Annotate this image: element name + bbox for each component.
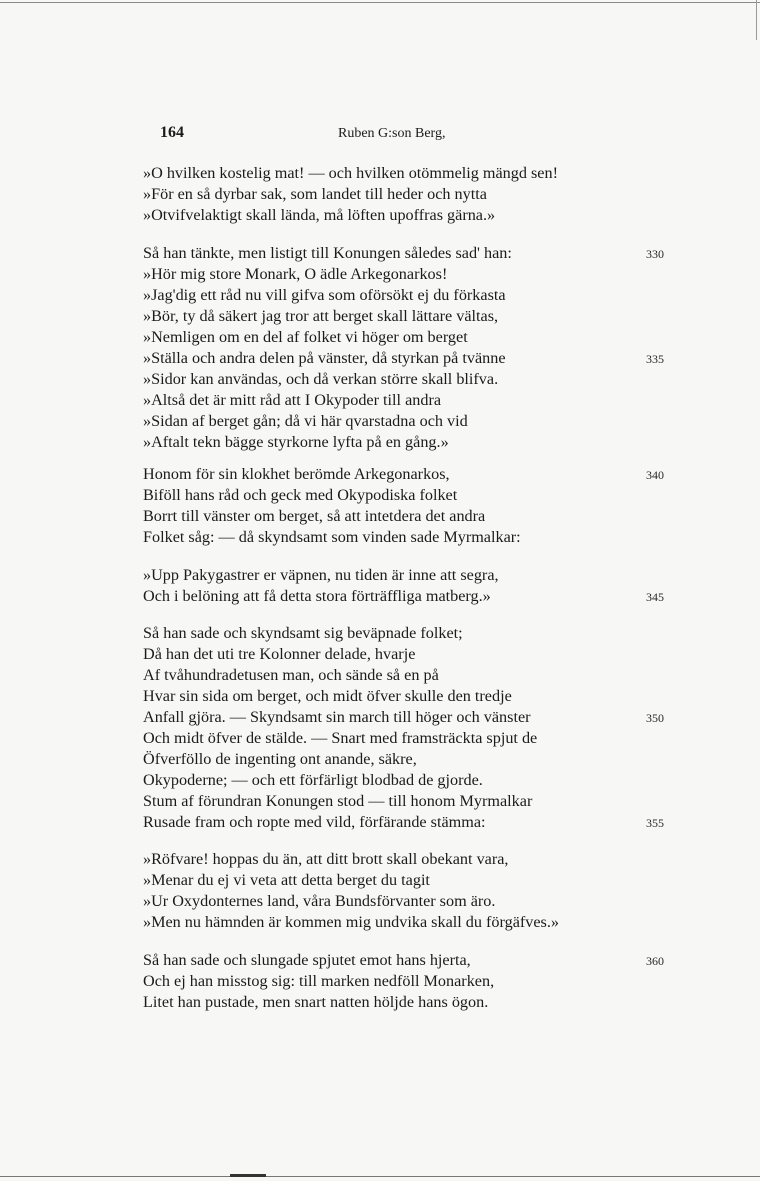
verse-line: Då han det uti tre Kolonner delade, hvarje — [143, 645, 416, 663]
verse-line: »Hör mig store Monark, O ädle Arkegonarkos! — [143, 265, 448, 283]
right-edge-rule — [756, 0, 757, 40]
running-head: Ruben G:son Berg, — [338, 126, 446, 141]
verse-line: »Altså det är mitt råd att I Okypoder till andra — [143, 391, 442, 409]
verse-line: Biföll hans råd och geck med Okypodiska folket — [143, 486, 458, 504]
line-number: 350 — [646, 711, 664, 725]
verse-line: »Menar du ej vi veta att detta berget du tagit — [143, 871, 430, 889]
verse-line: Så han sade och skyndsamt sig beväpnade folket; — [143, 624, 463, 642]
verse-line: Öfverföllo de ingenting ont anande, säkre, — [143, 750, 417, 768]
line-number: 340 — [646, 468, 664, 482]
verse-line: »Röfvare! hoppas du än, att ditt brott skall obekant vara, — [143, 850, 509, 868]
bottom-mark — [230, 1174, 266, 1177]
verse-line: »Sidan af berget gån; då vi här qvarstadna och vid — [143, 412, 468, 430]
verse-line: Och ej han misstog sig: till marken nedföll Monarken, — [143, 972, 495, 990]
verse-line: Och i belöning att få detta stora förträffliga matberg.» — [143, 587, 491, 605]
verse-line: Så han tänkte, men listigt till Konungen således sad' han: — [143, 244, 512, 262]
verse-line: »Ställa och andra delen på vänster, då styrkan på tvänne — [143, 349, 506, 367]
line-number: 360 — [646, 954, 664, 968]
verse-line: Hvar sin sida om berget, och midt öfver skulle den tredje — [143, 687, 512, 705]
verse-line: »O hvilken kostelig mat! — och hvilken otömmelig mängd sen! — [143, 164, 558, 182]
verse-line: »Otvifvelaktigt skall lända, må löften upoffras gärna.» — [143, 206, 496, 224]
verse-line: Folket såg: — då skyndsamt som vinden sade Myrmalkar: — [143, 528, 521, 546]
verse-line: »Upp Pakygastrer er väpnen, nu tiden är inne att segra, — [143, 566, 499, 584]
verse-line: Af tvåhundradetusen man, och sände så en på — [143, 666, 439, 684]
verse-line: Borrt till vänster om berget, så att intetdera det andra — [143, 507, 486, 525]
verse-line: Okypoderne; — och ett förfärligt blodbad de gjorde. — [143, 771, 483, 789]
verse-line: »Bör, ty då säkert jag tror att berget skall lättare vältas, — [143, 307, 499, 325]
verse-line: Stum af förundran Konungen stod — till honom Myrmalkar — [143, 792, 533, 810]
verse-line: »Sidor kan användas, och då verkan större skall blifva. — [143, 370, 499, 388]
line-number: 330 — [646, 247, 664, 261]
bottom-rule — [0, 1176, 760, 1177]
verse-line: »Men nu hämnden är kommen mig undvika skall du förgäfves.» — [143, 913, 559, 931]
page-number: 164 — [160, 124, 184, 141]
verse-line: »Ur Oxydonternes land, våra Bundsförvanter som äro. — [143, 892, 496, 910]
verse-line: »Jag'dig ett råd nu vill gifva som oförsökt ej du förkasta — [143, 286, 506, 304]
line-number: 345 — [646, 590, 664, 604]
verse-line: Rusade fram och ropte med vild, förfärande stämma: — [143, 813, 486, 831]
verse-line: »Nemligen om en del af folket vi höger om berget — [143, 328, 468, 346]
verse-line: »För en så dyrbar sak, som landet till heder och nytta — [143, 185, 487, 203]
verse-line: Honom för sin klokhet berömde Arkegonarkos, — [143, 465, 450, 483]
page-header — [0, 124, 760, 148]
line-number: 355 — [646, 816, 664, 830]
verse-line: »Aftalt tekn bägge styrkorne lyfta på en gång.» — [143, 433, 449, 451]
verse-line: Och midt öfver de stälde. — Snart med framsträckta spjut de — [143, 729, 538, 747]
verse-line: Litet han pustade, men snart natten höljde hans ögon. — [143, 993, 489, 1011]
top-rule — [0, 2, 760, 3]
verse-line: Så han sade och slungade spjutet emot hans hjerta, — [143, 951, 471, 969]
verse-line: Anfall gjöra. — Skyndsamt sin march till höger och vänster — [143, 708, 531, 726]
line-number: 335 — [646, 352, 664, 366]
